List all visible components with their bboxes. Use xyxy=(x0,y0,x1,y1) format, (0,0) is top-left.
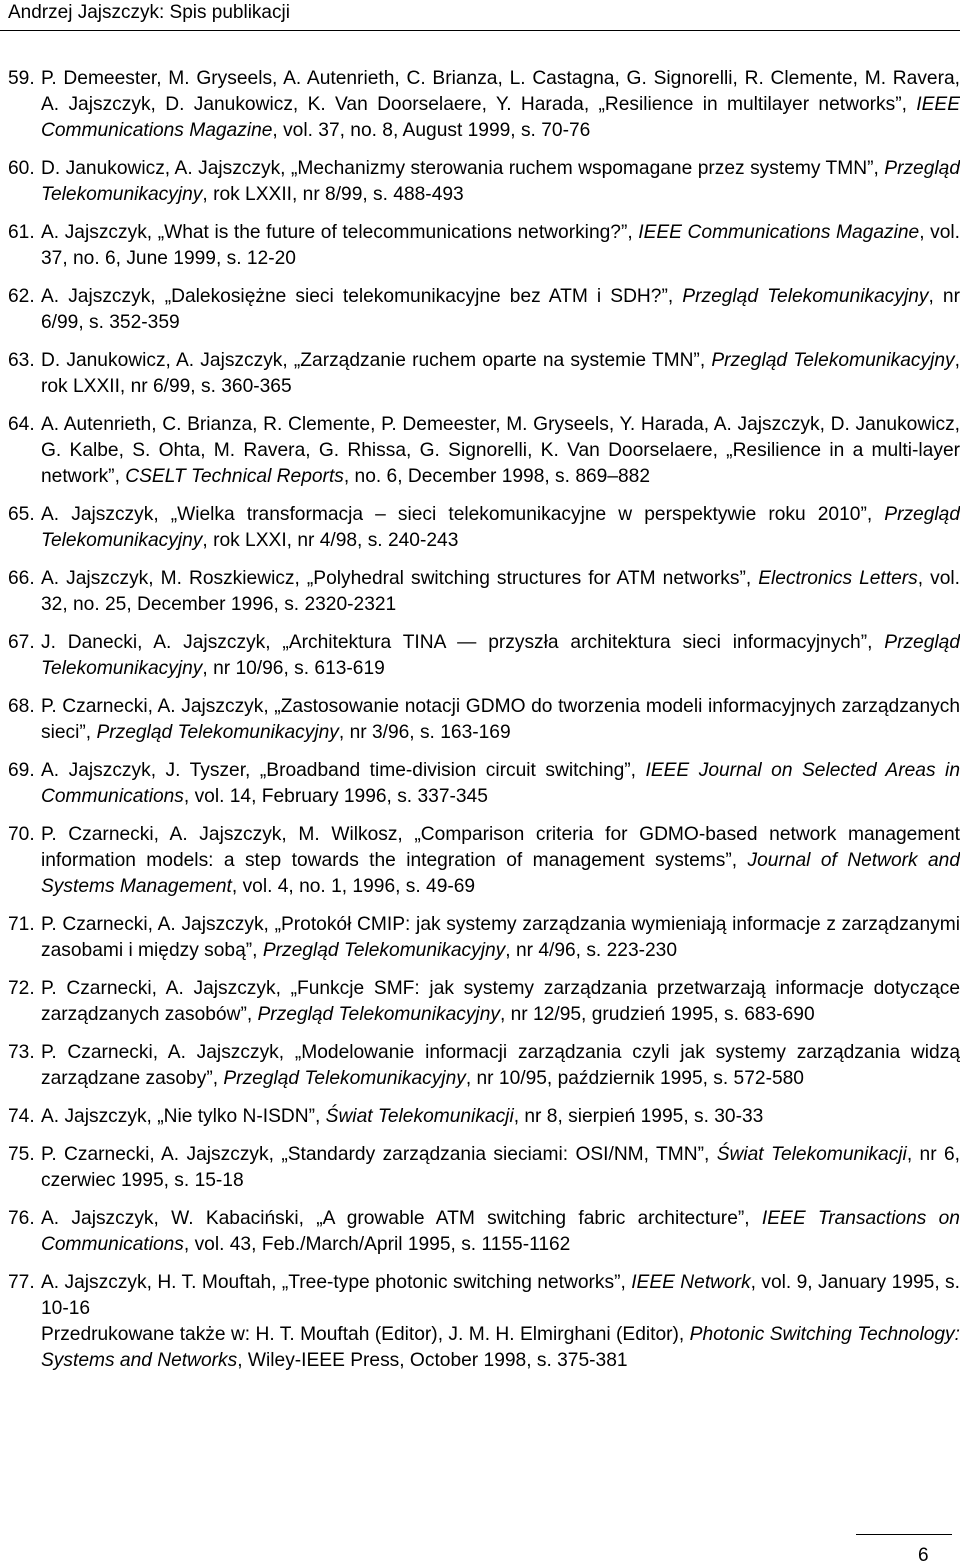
entry-number: 62. xyxy=(8,286,35,307)
citation-text: , nr 8, sierpień 1995, s. 30-33 xyxy=(513,1106,764,1127)
citation-text: , Wiley-IEEE Press, October 1998, s. 375-381 xyxy=(237,1350,628,1371)
entry-citation xyxy=(41,412,960,490)
entry-citation xyxy=(41,220,960,272)
entry-number: 76. xyxy=(8,1208,35,1229)
citation-text: P. Czarnecki, A. Jajszczyk, M. Wilkosz, „Comparison criteria for GDMO-based network management information models: a step towards the integration of management systems”, xyxy=(41,824,960,871)
entry-number: 69. xyxy=(8,760,35,781)
publication-entry xyxy=(8,1104,960,1130)
entry-number: 64. xyxy=(8,414,35,435)
citation-text: , no. 6, December 1998, s. 869–882 xyxy=(343,466,651,487)
entry-number: 71. xyxy=(8,914,35,935)
publication-entry xyxy=(8,156,960,208)
venue-title: Journal of Network and Systems Management xyxy=(41,850,960,897)
entry-citation xyxy=(41,912,960,964)
entry-number: 63. xyxy=(8,350,35,371)
citation-text: J. Danecki, A. Jajszczyk, „Architektura TINA — przyszła architektura sieci informacyjnych”, xyxy=(41,632,885,653)
publication-entry xyxy=(8,566,960,618)
venue-title: IEEE Network xyxy=(631,1272,751,1293)
venue-title: IEEE Communications Magazine xyxy=(41,94,960,141)
entry-citation xyxy=(41,1040,960,1092)
venue-title: CSELT Technical Reports xyxy=(125,466,344,487)
citation-text: A. Jajszczyk, W. Kabaciński, „A growable ATM switching fabric architecture”, xyxy=(41,1208,762,1229)
citation-text: Przedrukowane także w: H. T. Mouftah (Editor), J. M. H. Elmirghani (Editor), xyxy=(41,1324,690,1345)
citation-text: , nr 3/96, s. 163-169 xyxy=(338,722,511,743)
entry-citation xyxy=(41,1104,960,1130)
citation-text: , vol. 32, no. 25, December 1996, s. 2320-2321 xyxy=(41,568,960,615)
footer-rule xyxy=(856,1534,952,1535)
publication-entry xyxy=(8,1206,960,1258)
citation-text: , vol. 43, Feb./March/April 1995, s. 1155-1162 xyxy=(183,1234,571,1255)
entry-number: 70. xyxy=(8,824,35,845)
entry-citation xyxy=(41,66,960,144)
citation-text: , nr 12/95, grudzień 1995, s. 683-690 xyxy=(499,1004,815,1025)
entry-citation xyxy=(41,758,960,810)
header-title: Andrzej Jajszczyk: Spis publikacji xyxy=(8,2,290,23)
citation-text: A. Autenrieth, C. Brianza, R. Clemente, P. Demeester, M. Gryseels, Y. Harada, A. Jajszczyk, D. Janukowicz, G. Kalbe, S. Ohta, M. Ravera, G. Rhissa, G. Signorelli, K. Van Doorselaere, „Resilience in a multi-layer network”, xyxy=(41,414,960,487)
citation-text: D. Janukowicz, A. Jajszczyk, „Zarządzanie ruchem oparte na systemie TMN”, xyxy=(41,350,712,371)
citation-text: P. Czarnecki, A. Jajszczyk, „Funkcje SMF: jak systemy zarządzania przetwarzają informacje dotyczące zarządzanych zasobów”, xyxy=(41,978,960,1025)
citation-text: , nr 10/96, s. 613-619 xyxy=(202,658,385,679)
citation-text: , rok LXXII, nr 8/99, s. 488-493 xyxy=(202,184,464,205)
entry-number: 73. xyxy=(8,1042,35,1063)
citation-text: P. Czarnecki, A. Jajszczyk, „Modelowanie informacji zarządzania czyli jak systemy zarządzania widzą zarządzane zasoby”, xyxy=(41,1042,960,1089)
citation-text: , nr 6/99, s. 352-359 xyxy=(41,286,960,333)
venue-title: Przegląd Telekomunikacyjny xyxy=(96,722,339,743)
citation-text: , rok LXXII, nr 6/99, s. 360-365 xyxy=(41,350,960,397)
entry-citation xyxy=(41,694,960,746)
entry-number: 77. xyxy=(8,1272,35,1293)
entry-citation xyxy=(41,348,960,400)
entry-citation xyxy=(41,1142,960,1194)
venue-title: Świat Telekomunikacji xyxy=(325,1106,514,1127)
venue-title: Przegląd Telekomunikacyjny xyxy=(711,350,955,371)
entry-number: 66. xyxy=(8,568,35,589)
publication-entry xyxy=(8,1142,960,1194)
citation-text: D. Janukowicz, A. Jajszczyk, „Mechanizmy sterowania ruchem wspomagane przez systemy TMN”, xyxy=(41,158,885,179)
citation-text: , vol. 9, January 1995, s. 10-16 xyxy=(41,1272,960,1319)
citation-text: P. Czarnecki, A. Jajszczyk, „Standardy zarządzania sieciami: OSI/NM, TMN”, xyxy=(41,1144,717,1165)
publication-entry xyxy=(8,976,960,1028)
publication-entry xyxy=(8,1270,960,1374)
citation-text: A. Jajszczyk, H. T. Mouftah, „Tree-type photonic switching networks”, xyxy=(41,1272,632,1293)
publication-entry xyxy=(8,758,960,810)
page-header xyxy=(0,0,960,31)
entry-number: 65. xyxy=(8,504,35,525)
citation-text: , vol. 37, no. 8, August 1999, s. 70-76 xyxy=(272,120,591,141)
entry-number: 60. xyxy=(8,158,35,179)
publication-entry xyxy=(8,284,960,336)
entry-number: 72. xyxy=(8,978,35,999)
publication-entry xyxy=(8,912,960,964)
entry-citation xyxy=(41,630,960,682)
publication-entry xyxy=(8,66,960,144)
entry-citation xyxy=(41,284,960,336)
page-number: 6 xyxy=(918,1545,929,1566)
entry-number: 59. xyxy=(8,68,35,89)
venue-title: Przegląd Telekomunikacyjny xyxy=(41,158,960,205)
entry-number: 75. xyxy=(8,1144,35,1165)
entry-number: 67. xyxy=(8,632,35,653)
venue-title: Przegląd Telekomunikacyjny xyxy=(41,504,960,551)
publication-list xyxy=(8,66,960,1386)
entry-number: 61. xyxy=(8,222,35,243)
citation-text: , vol. 14, February 1996, s. 337-345 xyxy=(183,786,488,807)
citation-text: A. Jajszczyk, „Wielka transformacja – sieci telekomunikacyjne w perspektywie roku 2010”, xyxy=(41,504,885,525)
citation-text: A. Jajszczyk, „Nie tylko N-ISDN”, xyxy=(41,1106,326,1127)
entry-citation xyxy=(41,1206,960,1258)
venue-title: IEEE Communications Magazine xyxy=(638,222,920,243)
entry-number: 68. xyxy=(8,696,35,717)
venue-title: Przegląd Telekomunikacyjny xyxy=(41,632,960,679)
entry-number: 74. xyxy=(8,1106,35,1127)
venue-title: Przegląd Telekomunikacyjny xyxy=(682,286,929,307)
citation-text: , rok LXXI, nr 4/98, s. 240-243 xyxy=(202,530,459,551)
publication-entry xyxy=(8,630,960,682)
venue-title: IEEE Journal on Selected Areas in Communications xyxy=(41,760,960,807)
venue-title: Przegląd Telekomunikacyjny xyxy=(223,1068,466,1089)
citation-text: A. Jajszczyk, „What is the future of telecommunications networking?”, xyxy=(41,222,639,243)
citation-text: A. Jajszczyk, J. Tyszer, „Broadband time-division circuit switching”, xyxy=(41,760,646,781)
publication-entry xyxy=(8,220,960,272)
publication-entry xyxy=(8,348,960,400)
publication-entry xyxy=(8,822,960,900)
venue-title: Przegląd Telekomunikacyjny xyxy=(262,940,506,961)
citation-text: , nr 4/96, s. 223-230 xyxy=(505,940,678,961)
citation-text: , vol. 4, no. 1, 1996, s. 49-69 xyxy=(231,876,476,897)
citation-text: A. Jajszczyk, „Dalekosiężne sieci telekomunikacyjne bez ATM i SDH?”, xyxy=(41,286,683,307)
venue-title: Przegląd Telekomunikacyjny xyxy=(257,1004,500,1025)
venue-title: IEEE Transactions on Communications xyxy=(41,1208,960,1255)
citation-text: , nr 10/95, październik 1995, s. 572-580 xyxy=(465,1068,804,1089)
citation-text: A. Jajszczyk, M. Roszkiewicz, „Polyhedral switching structures for ATM networks”, xyxy=(41,568,759,589)
publication-entry xyxy=(8,502,960,554)
venue-title: Electronics Letters xyxy=(758,568,918,589)
citation-text: P. Czarnecki, A. Jajszczyk, „Zastosowanie notacji GDMO do tworzenia modeli informacyjnych zarządzanych sieci”, xyxy=(41,696,960,743)
citation-text: P. Czarnecki, A. Jajszczyk, „Protokół CMIP: jak systemy zarządzania wymieniają informacje z zarządzanymi zasobami i między sobą”, xyxy=(41,914,960,961)
entry-citation xyxy=(41,156,960,208)
entry-citation xyxy=(41,502,960,554)
citation-text: , vol. 37, no. 6, June 1999, s. 12-20 xyxy=(41,222,960,269)
publication-entry xyxy=(8,1040,960,1092)
entry-citation xyxy=(41,1270,960,1374)
citation-text: P. Demeester, M. Gryseels, A. Autenrieth, C. Brianza, L. Castagna, G. Signorelli, R. Clemente, M. Ravera, A. Jajszczyk, D. Janukowicz, K. Van Doorselaere, Y. Harada, „Resilience in multilayer networks”, xyxy=(41,68,960,115)
entry-citation xyxy=(41,976,960,1028)
publication-entry xyxy=(8,694,960,746)
entry-citation xyxy=(41,566,960,618)
citation-text: , nr 6, czerwiec 1995, s. 15-18 xyxy=(41,1144,960,1191)
venue-title: Photonic Switching Technology: Systems and Networks xyxy=(41,1324,960,1371)
venue-title: Świat Telekomunikacji xyxy=(716,1144,907,1165)
entry-citation xyxy=(41,822,960,900)
publication-entry xyxy=(8,412,960,490)
